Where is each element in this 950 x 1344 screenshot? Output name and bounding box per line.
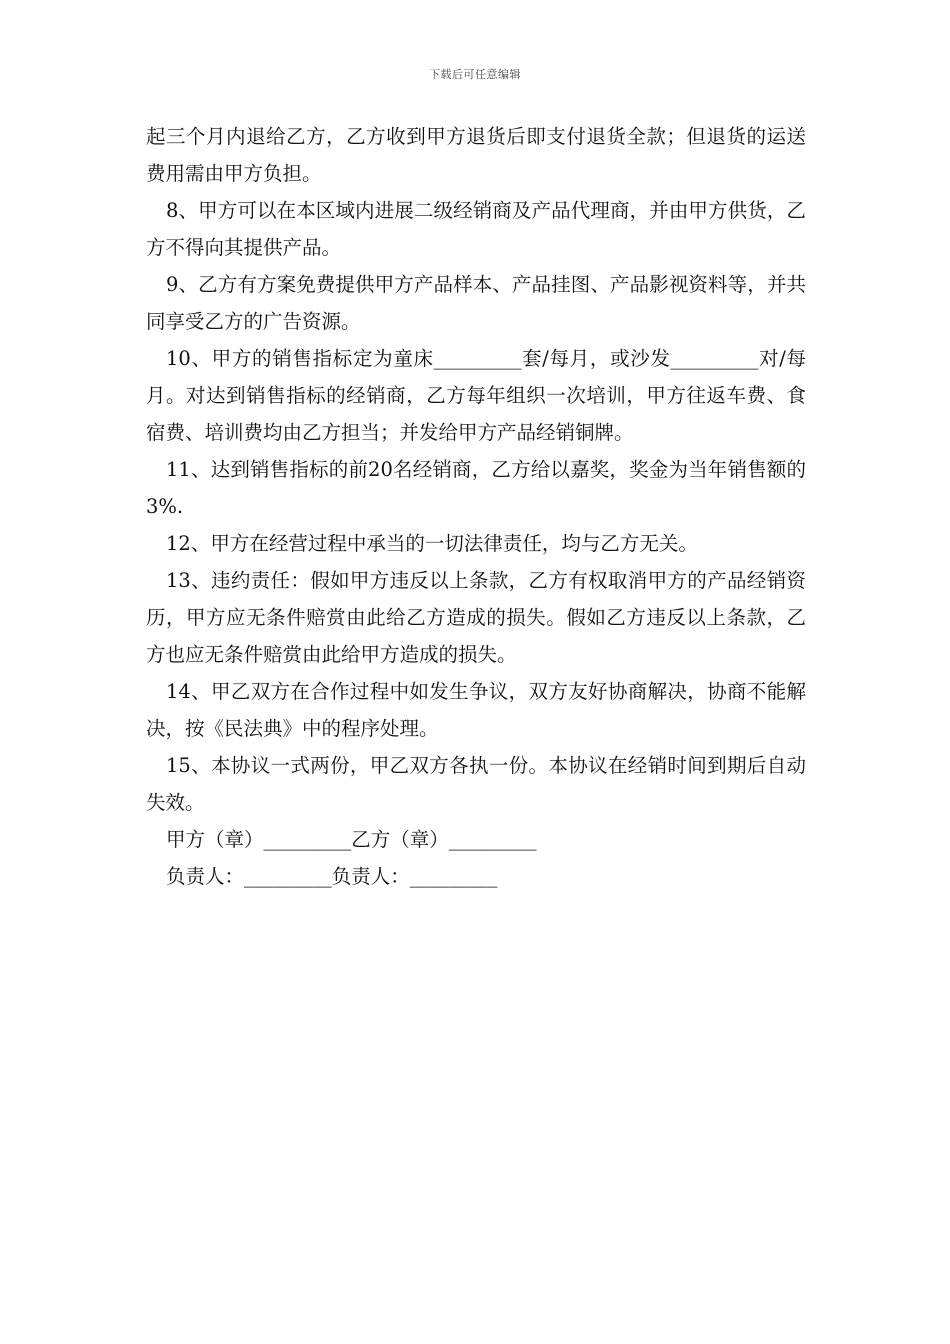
signature-line-seals: 甲方（章）_________乙方（章）_________	[166, 828, 537, 851]
signature-line-responsible: 负责人：_________负责人：_________	[166, 865, 498, 888]
document-body	[146, 118, 806, 895]
paragraph-clause-15: 15、本协议一式两份，甲乙双方各执一份。本协议在经销时间到期后自动失效。	[146, 754, 806, 814]
paragraph-clause-9: 9、乙方有方案免费提供甲方产品样本、产品挂图、产品影视资料等，并共同享受乙方的广告资源。	[146, 273, 806, 333]
paragraph-clause-8: 8、甲方可以在本区域内进展二级经销商及产品代理商，并由甲方供货，乙方不得向其提供产品。	[146, 199, 806, 259]
paragraph-clause-14: 14、甲乙双方在合作过程中如发生争议，双方友好协商解决，协商不能解决，按《民法典》中的程序处理。	[146, 680, 806, 740]
paragraph-clause-13: 13、违约责任：假如甲方违反以上条款，乙方有权取消甲方的产品经销资历，甲方应无条件赔赏由此给乙方造成的损失。假如乙方违反以上条款，乙方也应无条件赔赏由此给甲方造成的损失。	[146, 569, 806, 666]
paragraph-return-terms: 起三个月内退给乙方，乙方收到甲方退货后即支付退货全款；但退货的运送费用需由甲方负担。	[146, 125, 806, 185]
page-header-note: 下载后可任意编辑	[429, 68, 521, 81]
paragraph-clause-10: 10、甲方的销售指标定为童床_________套/每月，或沙发_________对/每月。对达到销售指标的经销商，乙方每年组织一次培训，甲方往返车费、食宿费、培训费均由乙方担当；并发给甲方产品经销铜牌。	[146, 347, 806, 444]
paragraph-clause-12: 12、甲方在经营过程中承当的一切法律责任，均与乙方无关。	[166, 532, 698, 555]
paragraph-clause-11: 11、达到销售指标的前20名经销商，乙方给以嘉奖，奖金为当年销售额的3%.	[146, 458, 806, 518]
